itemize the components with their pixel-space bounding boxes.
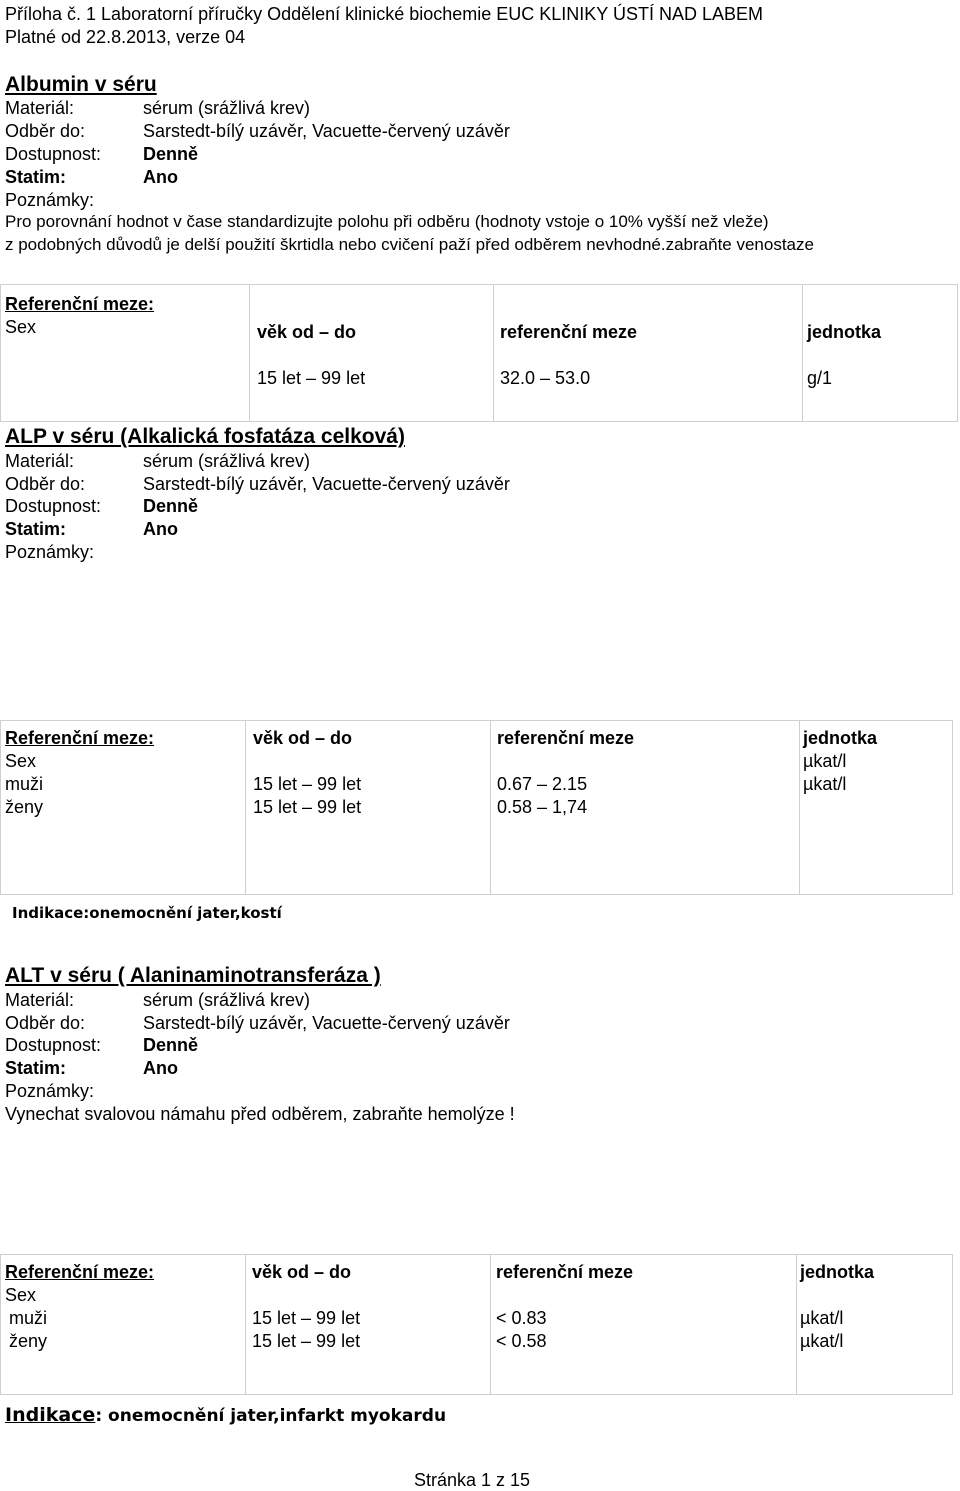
indikace-alt [5,1403,446,1428]
value-odber: Sarstedt-bílý uzávěr, Vacuette-červený uzávěr [143,474,510,494]
section-title-albumin: Albumin v séru [5,73,157,96]
label-dostupnost: Dostupnost: [5,144,102,164]
col-header-jednotka: jednotka [803,728,878,748]
col-header-meze: referenční meze [500,322,638,342]
cell-vek: 15 let – 99 let [252,1331,361,1351]
indikace-text: : onemocnění jater,infarkt myokardu [95,1406,447,1426]
cell-jednotka: µkat/l [800,1331,844,1351]
table-divider [493,284,494,422]
table-divider [799,720,800,895]
cell-sex: muži [9,1308,48,1328]
table-divider [245,720,246,895]
cell-sex: ženy [5,797,44,817]
label-poznamky: Poznámky: [5,542,95,562]
value-odber: Sarstedt-bílý uzávěr, Vacuette-červený uzávěr [143,1013,510,1033]
col-header-meze: referenční meze [496,1262,634,1282]
value-material: sérum (srážlivá krev) [143,451,311,471]
cell-vek: 15 let – 99 let [253,797,362,817]
cell-meze: 0.67 – 2.15 [497,774,588,794]
cell-sex: muži [5,774,44,794]
value-dostupnost: Denně [143,1035,199,1055]
cell-meze: < 0.83 [496,1308,547,1328]
label-statim: Statim: [5,167,67,187]
table-divider [796,1254,797,1395]
label-statim: Statim: [5,1058,67,1078]
cell-jednotka: µkat/l [800,1308,844,1328]
label-material: Materiál: [5,451,75,471]
col-header-jednotka: jednotka [800,1262,875,1282]
label-poznamky: Poznámky: [5,190,95,210]
label-sex: Sex [5,317,37,337]
table-divider [802,284,803,422]
cell-sex: ženy [9,1331,48,1351]
table-divider [490,1254,491,1395]
label-material: Materiál: [5,990,75,1010]
header-line-1: Příloha č. 1 Laboratorní příručky Oddělení klinické biochemie EUC KLINIKY ÚSTÍ NAD LABEM [5,4,763,24]
value-material: sérum (srážlivá krev) [143,990,311,1010]
label-sex: Sex [5,751,37,771]
value-statim: Ano [143,1058,178,1078]
indikace-label: Indikace [5,1404,96,1426]
label-odber: Odběr do: [5,1013,86,1033]
cell-jednotka: µkat/l [803,774,847,794]
table-divider [245,1254,246,1395]
note-line-1: Vynechat svalovou námahu před odběrem, zabraňte hemolýze ! [5,1104,515,1124]
label-dostupnost: Dostupnost: [5,496,102,516]
cell-meze: 0.58 – 1,74 [497,797,588,817]
col-header-vek: věk od – do [252,1262,352,1282]
label-odber: Odběr do: [5,474,86,494]
value-dostupnost: Denně [143,144,199,164]
value-material: sérum (srážlivá krev) [143,98,311,118]
indikace-alp: Indikace:onemocnění jater,kostí [12,904,282,922]
label-statim: Statim: [5,519,67,539]
cell-jednotka: µkat/l [803,751,847,771]
cell-meze: < 0.58 [496,1331,547,1351]
page-number: Stránka 1 z 15 [414,1470,531,1490]
label-sex: Sex [5,1285,37,1305]
value-statim: Ano [143,519,178,539]
col-header-vek: věk od – do [253,728,353,748]
col-header-meze: referenční meze [497,728,635,748]
label-ref-meze: Referenční meze: [5,728,155,748]
label-dostupnost: Dostupnost: [5,1035,102,1055]
label-ref-meze: Referenční meze: [5,294,155,314]
value-odber: Sarstedt-bílý uzávěr, Vacuette-červený uzávěr [143,121,510,141]
note-line-1: Pro porovnání hodnot v čase standardizujte polohu při odběru (hodnoty vstoje o 10% vyšší než vleže) [5,212,769,231]
section-title-alp: ALP v séru (Alkalická fosfatáza celková) [5,425,405,448]
note-line-2: z podobných důvodů je delší použití škrtidla nebo cvičení paží před odběrem nevhodné.zabraňte venostaze [5,235,814,254]
label-material: Materiál: [5,98,75,118]
header-line-2: Platné od 22.8.2013, verze 04 [5,27,246,47]
label-odber: Odběr do: [5,121,86,141]
col-header-vek: věk od – do [257,322,357,342]
cell-vek: 15 let – 99 let [253,774,362,794]
value-statim: Ano [143,167,178,187]
cell-vek: 15 let – 99 let [252,1308,361,1328]
cell-meze: 32.0 – 53.0 [500,368,591,388]
value-dostupnost: Denně [143,496,199,516]
label-poznamky: Poznámky: [5,1081,95,1101]
cell-jednotka: g/1 [807,368,833,388]
table-divider [490,720,491,895]
table-divider [249,284,250,422]
section-title-alt: ALT v séru ( Alaninaminotransferáza ) [5,964,381,987]
cell-vek: 15 let – 99 let [257,368,366,388]
label-ref-meze: Referenční meze: [5,1262,155,1282]
col-header-jednotka: jednotka [807,322,882,342]
